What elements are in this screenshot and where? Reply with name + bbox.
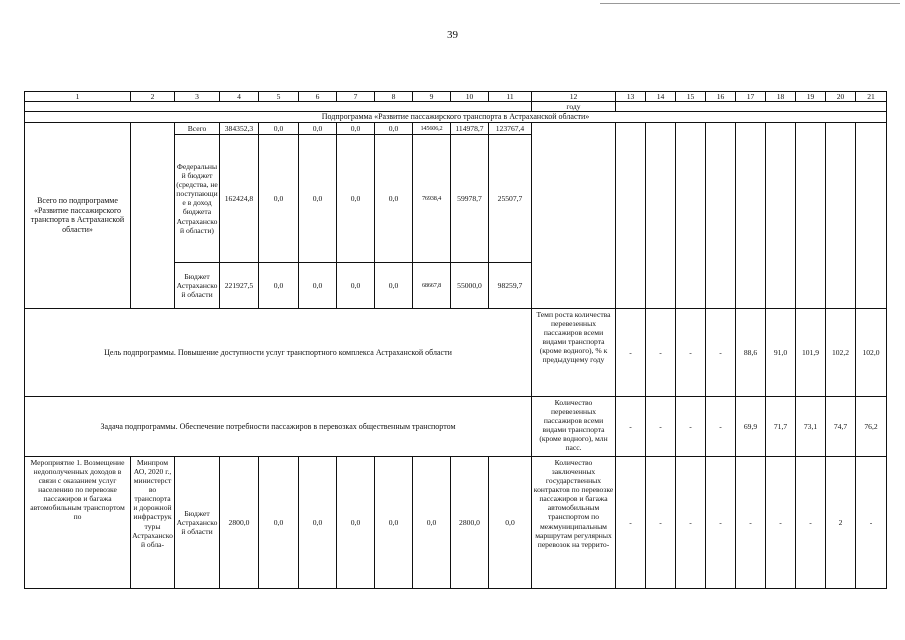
indicator-value: 73,1 [796, 396, 826, 456]
blank-cell [826, 122, 856, 308]
blank-cell [736, 122, 766, 308]
col-num: 21 [856, 92, 887, 102]
col-num: 20 [826, 92, 856, 102]
totals-name: Всего по подпрограмме «Развитие пассажирского транспорта в Астраханской области» [25, 122, 131, 308]
indicator-value: - [736, 456, 766, 588]
value-cell: 0,0 [413, 456, 451, 588]
value-cell: 384352,3 [220, 122, 259, 134]
blank-cell [616, 122, 646, 308]
col-num: 7 [337, 92, 375, 102]
value-cell: 0,0 [337, 122, 375, 134]
year-row-blank [25, 102, 532, 112]
indicator-value: 2 [826, 456, 856, 588]
indicator-value: - [646, 308, 676, 396]
indicator-value: - [676, 396, 706, 456]
indicator-value: - [616, 396, 646, 456]
col-num: 13 [616, 92, 646, 102]
col-num: 2 [131, 92, 175, 102]
col-num: 18 [766, 92, 796, 102]
measure-indicator: Количество заключенных государственных контрактов по перевозке пассажиров и багажа автомобильным транспортом по межмуниципальным маршрутам регулярных перевозок на террито- [532, 456, 616, 588]
subprogram-title: Подпрограмма «Развитие пассажирского транспорта в Астраханской области» [25, 112, 887, 123]
indicator-value: 101,9 [796, 308, 826, 396]
col-num: 16 [706, 92, 736, 102]
indicator-value: 91,0 [766, 308, 796, 396]
task-row [25, 396, 887, 456]
value-cell: 162424,8 [220, 134, 259, 262]
indicator-value: - [856, 456, 887, 588]
indicator-value: - [616, 308, 646, 396]
value-cell: 0,0 [259, 134, 299, 262]
indicator-value: - [706, 456, 736, 588]
value-cell: 0,0 [489, 456, 532, 588]
task-text: Задача подпрограммы. Обеспечение потребности пассажиров в перевозках общественным транспортом [25, 396, 532, 456]
col-num: 6 [299, 92, 337, 102]
value-cell: 0,0 [259, 262, 299, 308]
top-rule [600, 3, 900, 4]
column-number-row [25, 92, 887, 102]
col-num: 3 [175, 92, 220, 102]
goal-row [25, 308, 887, 396]
value-cell: 114978,7 [451, 122, 489, 134]
indicator-value: - [646, 456, 676, 588]
value-cell: 0,0 [337, 134, 375, 262]
indicator-value: 88,6 [736, 308, 766, 396]
col-num: 10 [451, 92, 489, 102]
source-cell: Бюджет Астраханской области [175, 262, 220, 308]
value-cell: 76938,4 [413, 134, 451, 262]
col-num: 9 [413, 92, 451, 102]
value-cell: 0,0 [375, 122, 413, 134]
value-cell: 123767,4 [489, 122, 532, 134]
totals-row-all [25, 122, 887, 134]
value-cell: 0,0 [337, 262, 375, 308]
indicator-value: 69,9 [736, 396, 766, 456]
totals-indicator [532, 122, 616, 308]
source-cell: Федеральный бюджет (средства, не поступающие в доход бюджета Астраханской области) [175, 134, 220, 262]
value-cell: 0,0 [299, 122, 337, 134]
value-cell: 221927,5 [220, 262, 259, 308]
col-num: 11 [489, 92, 532, 102]
blank-cell [766, 122, 796, 308]
col-num: 14 [646, 92, 676, 102]
goal-text: Цель подпрограммы. Повышение доступности услуг транспортного комплекса Астраханской области [25, 308, 532, 396]
value-cell: 0,0 [375, 456, 413, 588]
value-cell: 68667,8 [413, 262, 451, 308]
indicator-value: - [706, 396, 736, 456]
value-cell: 0,0 [299, 262, 337, 308]
value-cell: 0,0 [299, 456, 337, 588]
value-cell: 98259,7 [489, 262, 532, 308]
col-num: 12 [532, 92, 616, 102]
indicator-value: - [796, 456, 826, 588]
value-cell: 2800,0 [220, 456, 259, 588]
col-num: 8 [375, 92, 413, 102]
goal-indicator: Темп роста количества перевезенных пассажиров всеми видами транспорта (кроме водного), % к предыдущему году [532, 308, 616, 396]
indicator-value: 102,2 [826, 308, 856, 396]
col-num: 4 [220, 92, 259, 102]
blank-cell [676, 122, 706, 308]
program-table [24, 91, 887, 589]
blank-cell [856, 122, 887, 308]
indicator-value: 76,2 [856, 396, 887, 456]
measure-name: Мероприятие 1. Возмещение недополученных доходов в связи с оказанием услуг населению по перевозке пассажиров и багажа автомобильным транспортом по [25, 456, 131, 588]
indicator-value: - [676, 456, 706, 588]
year-row [25, 102, 887, 112]
value-cell: 0,0 [375, 262, 413, 308]
source-cell: Всего [175, 122, 220, 134]
indicator-value: - [676, 308, 706, 396]
value-cell: 2800,0 [451, 456, 489, 588]
value-cell: 59978,7 [451, 134, 489, 262]
value-cell: 0,0 [259, 456, 299, 588]
totals-executor [131, 122, 175, 308]
task-indicator: Количество перевезенных пассажиров всеми видами транспорта (кроме водного), млн пасс. [532, 396, 616, 456]
col-num: 5 [259, 92, 299, 102]
blank-cell [646, 122, 676, 308]
blank-cell [796, 122, 826, 308]
year-row-blank-right [616, 102, 887, 112]
measure-source: Бюджет Астраханской области [175, 456, 220, 588]
measure-executor: Минпром АО, 2020 г., министерство транспорта и дорожной инфраструктуры Астраханской обла- [131, 456, 175, 588]
indicator-value: 102,0 [856, 308, 887, 396]
col-num: 17 [736, 92, 766, 102]
indicator-value: - [616, 456, 646, 588]
value-cell: 55000,0 [451, 262, 489, 308]
page-number: 39 [447, 29, 458, 41]
blank-cell [706, 122, 736, 308]
value-cell: 0,0 [299, 134, 337, 262]
value-cell: 0,0 [259, 122, 299, 134]
value-cell: 0,0 [337, 456, 375, 588]
indicator-value: 71,7 [766, 396, 796, 456]
year-row-label: году [532, 102, 616, 112]
indicator-value: - [646, 396, 676, 456]
indicator-value: 74,7 [826, 396, 856, 456]
value-cell: 25507,7 [489, 134, 532, 262]
measure-row [25, 456, 887, 588]
subprogram-title-row [25, 112, 887, 123]
value-cell: 145606,2 [413, 122, 451, 134]
indicator-value: - [706, 308, 736, 396]
value-cell: 0,0 [375, 134, 413, 262]
col-num: 19 [796, 92, 826, 102]
indicator-value: - [766, 456, 796, 588]
col-num: 1 [25, 92, 131, 102]
col-num: 15 [676, 92, 706, 102]
